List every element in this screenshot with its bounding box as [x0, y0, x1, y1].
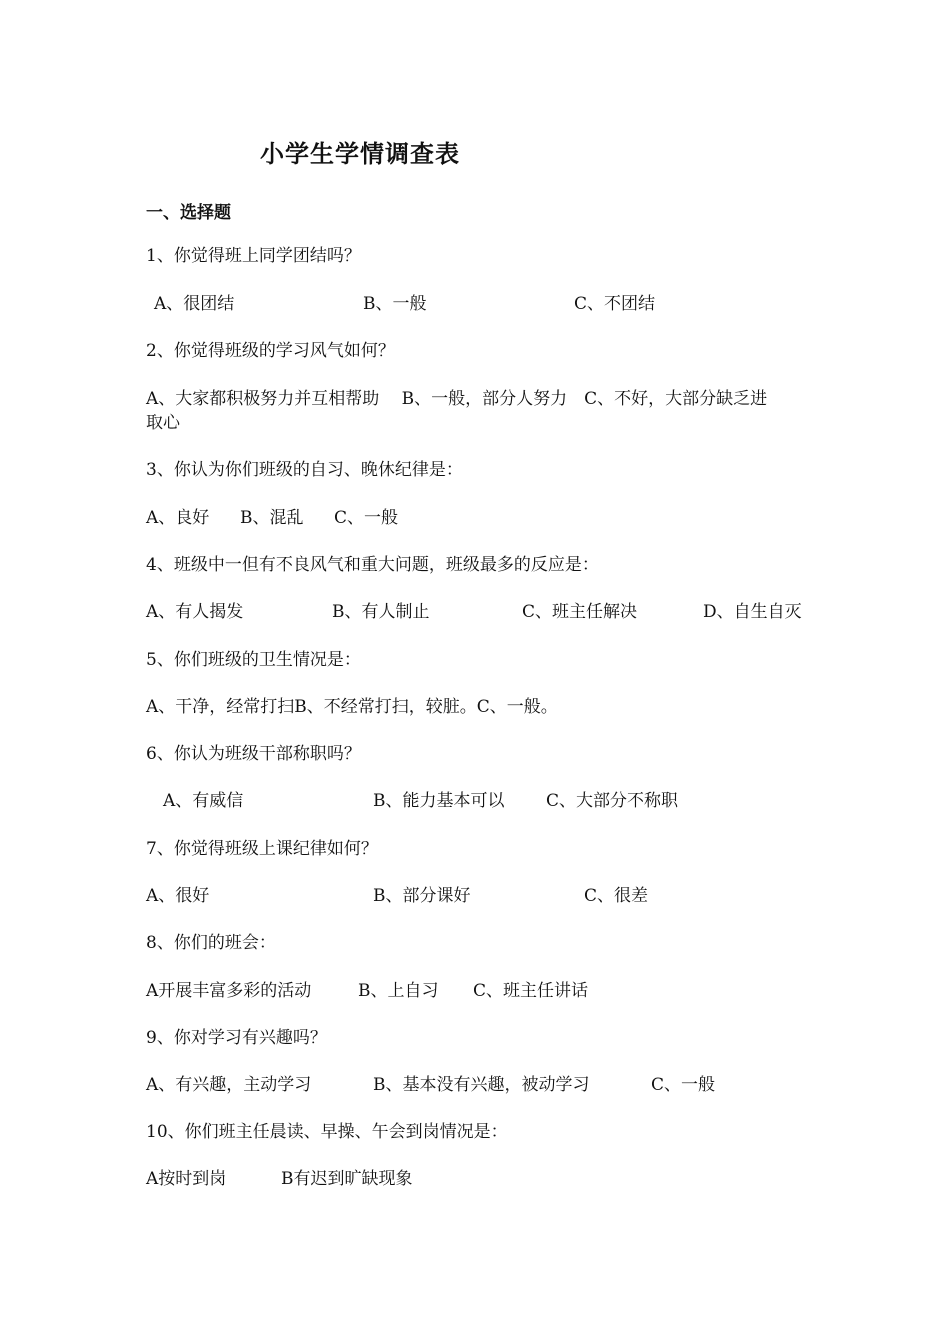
question-3: 3、你认为你们班级的自习、晚休纪律是：: [146, 460, 463, 480]
question-9-option-a: A、有兴趣，主动学习: [146, 1075, 312, 1095]
section-heading: 一、选择题: [146, 203, 231, 223]
question-7-option-c: C、很差: [584, 886, 649, 906]
question-10-option-b: B有迟到旷缺现象: [281, 1169, 413, 1189]
question-1: 1、你觉得班上同学团结吗？: [146, 246, 361, 266]
question-4-option-c: C、班主任解决: [522, 602, 638, 622]
question-6-option-b: B、能力基本可以: [373, 791, 505, 811]
question-7-option-b: B、部分课好: [373, 886, 471, 906]
question-2-options-line-2: 取心: [146, 413, 180, 433]
question-2-options-line-1: A、大家都积极努力并互相帮助 B、一般，部分人努力 C、不好，大部分缺乏进: [146, 389, 768, 409]
question-8-option-c: C、班主任讲话: [473, 981, 589, 1001]
document-title: 小学生学情调查表: [260, 140, 460, 168]
question-4-option-a: A、有人揭发: [146, 602, 244, 622]
question-5: 5、你们班级的卫生情况是：: [146, 650, 361, 670]
question-4: 4、班级中一但有不良风气和重大问题，班级最多的反应是：: [146, 555, 599, 575]
question-3-option-c: C、一般: [334, 508, 399, 528]
question-9: 9、你对学习有兴趣吗？: [146, 1028, 327, 1048]
question-7: 7、你觉得班级上课纪律如何？: [146, 839, 378, 859]
question-8-option-a: A开展丰富多彩的活动: [146, 981, 312, 1001]
question-3-option-a: A、良好: [146, 508, 210, 528]
question-2: 2、你觉得班级的学习风气如何？: [146, 341, 395, 361]
question-5-options: A、干净，经常打扫B、不经常打扫，较脏。C、一般。: [146, 697, 558, 717]
question-7-option-a: A、很好: [146, 886, 210, 906]
question-3-option-b: B、混乱: [240, 508, 304, 528]
question-10: 10、你们班主任晨读、早操、午会到岗情况是：: [146, 1122, 508, 1142]
question-8: 8、你们的班会：: [146, 933, 276, 953]
question-1-option-a: A、很团结: [154, 294, 235, 314]
question-6: 6、你认为班级干部称职吗？: [146, 744, 361, 764]
question-4-option-b: B、有人制止: [332, 602, 430, 622]
question-6-option-a: A、有威信: [163, 791, 244, 811]
question-1-option-c: C、不团结: [574, 294, 656, 314]
question-1-option-b: B、一般: [363, 294, 427, 314]
question-8-option-b: B、上自习: [358, 981, 439, 1001]
question-4-option-d: D、自生自灭: [703, 602, 802, 622]
question-6-option-c: C、大部分不称职: [546, 791, 679, 811]
question-9-option-c: C、一般: [651, 1075, 716, 1095]
question-9-option-b: B、基本没有兴趣，被动学习: [373, 1075, 590, 1095]
question-10-option-a: A按时到岗: [146, 1169, 227, 1189]
